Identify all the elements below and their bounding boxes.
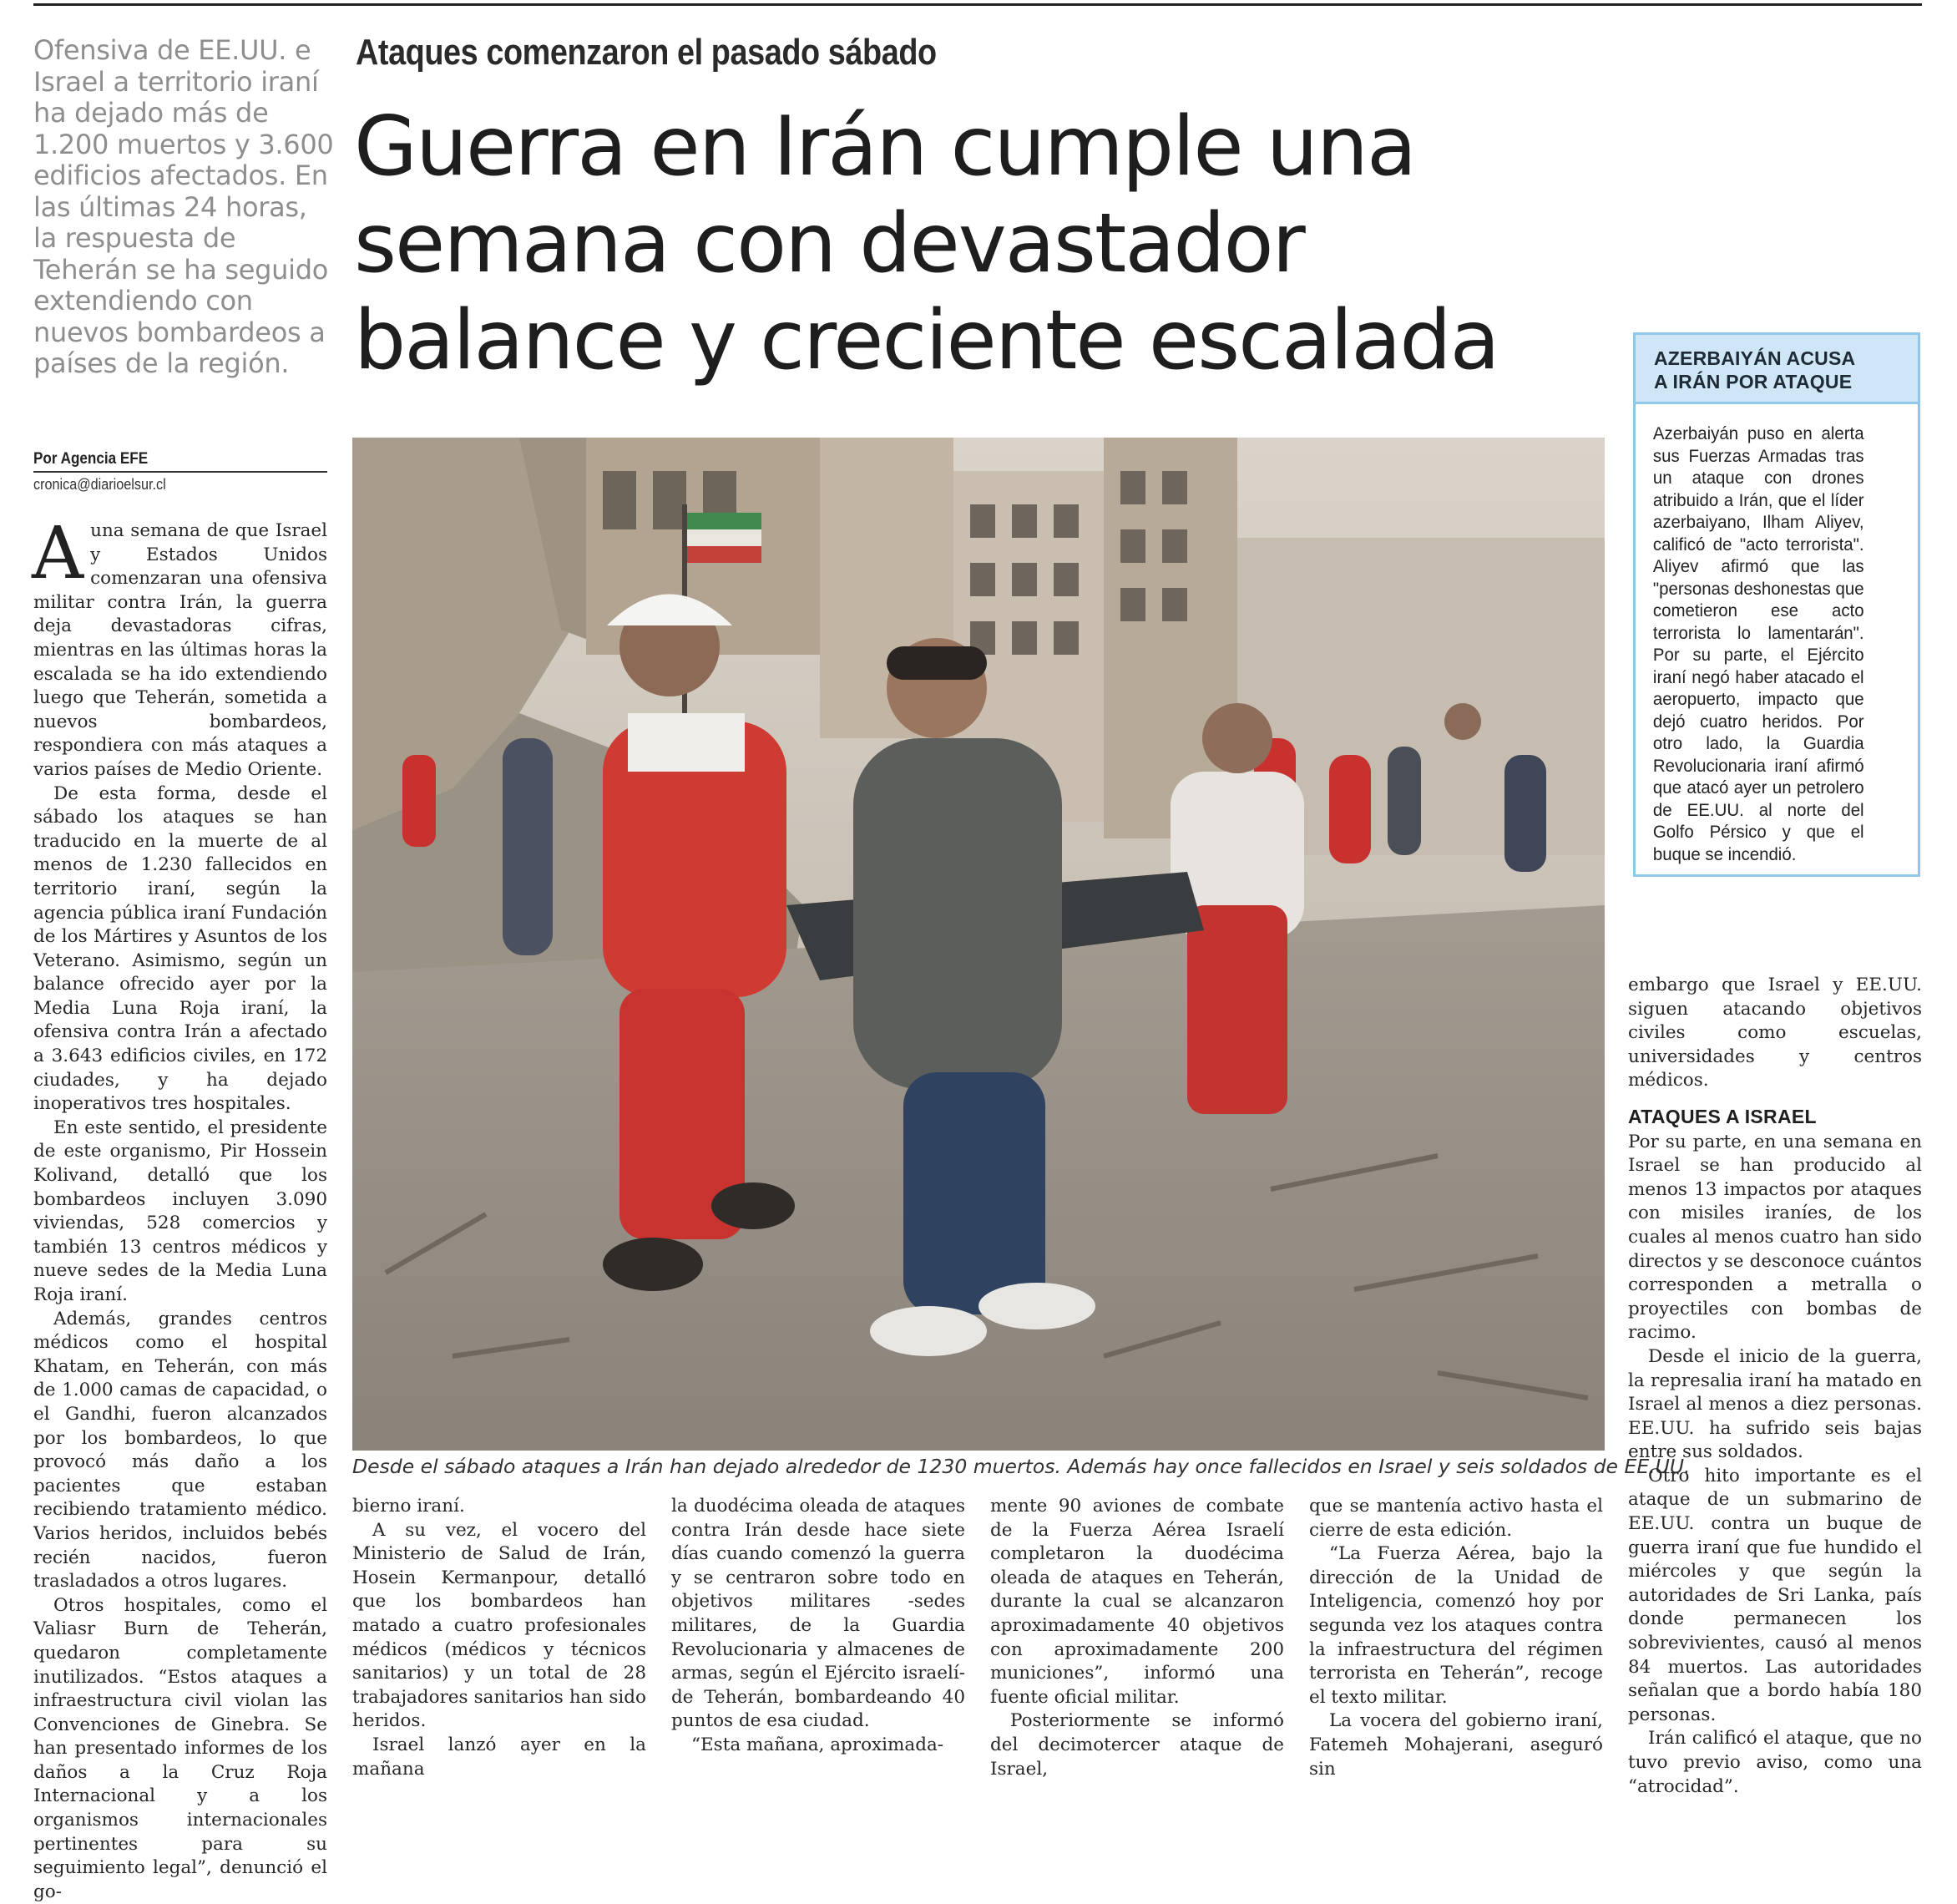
paragraph: “Esta mañana, aproximada- — [691, 1734, 944, 1755]
headline-line-1: Guerra en Irán cumple una — [354, 99, 1416, 195]
paragraph: Desde el inicio de la guerra, la represalia iraní ha matado en Israel al menos a diez personas. EE.UU. ha sufrido seis bajas entre sus soldados. — [1628, 1345, 1922, 1463]
paragraph: mente 90 aviones de combate de la Fuerza Aérea Israelí completaron la duodécima oleada de ataques en Teherán, durante la cual se alcanzaron aproximadamente 40 objetivos con aproximadamente 200 municiones”, informó una fuente oficial militar. — [990, 1496, 1284, 1708]
article-column-6 — [1628, 974, 1922, 1799]
article-column-1 — [32, 512, 327, 1904]
article-column-5 — [1309, 1495, 1603, 1781]
paragraph: Israel lanzó ayer en la mañana — [352, 1734, 646, 1780]
byline-author: Por Agencia EFE — [33, 450, 149, 468]
headline — [354, 99, 1640, 389]
paragraph: “La Fuerza Aérea, bajo la dirección de la Unidad de Inteligencia, comenzó hoy por segunda vez los ataques contra la infraestructura del régimen terrorista en Teherán”, recoge el texto militar. — [1309, 1543, 1603, 1708]
lede-summary: Ofensiva de EE.UU. e Israel a territorio iraní ha dejado más de 1.200 muertos y 3.600 edificios afectados. En las últimas 24 horas, la respuesta de Teherán se ha seguido extendiendo con nuevos bombardeos a países de la región. — [33, 34, 334, 379]
paragraph: embargo que Israel y EE.UU. siguen atacando objetivos civiles como escuelas, universidades y centros médicos. — [1628, 975, 1922, 1091]
paragraph: Irán calificó el ataque, que no tuvo previo aviso, como una “atrocidad”. — [1628, 1728, 1922, 1797]
byline-divider — [33, 471, 327, 473]
headline-line-2: semana con devastador — [354, 196, 1304, 291]
byline — [33, 449, 327, 494]
byline-email[interactable]: cronica@diarioelsur.cl — [33, 476, 166, 493]
paragraph: De esta forma, desde el sábado los ataques se han traducido en la muerte de al menos de 1.230 fallecidos en territorio iraní, según la agencia pública iraní Fundación de los Mártires y Asuntos de los Veterano. Asimismo, según un balance ofrecido ayer por la Media Luna Roja iraní, la ofensiva contra Irán a afectado a 3.643 edificios civiles, en 172 ciudades, y ha dejado inoperativos tres hospitales. — [33, 782, 327, 1115]
article-column-4 — [990, 1495, 1284, 1781]
paragraph: Otro hito importante es el ataque de un submarino de EE.UU. contra un buque de guerra iraní que fue hundido el miércoles y que según la autoridades de Sri Lanka, país donde permanecen los sobrevivientes, causó al menos 84 muertos. Las autoridades señalan que a bordo había 180 personas. — [1628, 1465, 1922, 1725]
drop-cap: A — [32, 512, 84, 595]
headline-line-3: balance y creciente escalada — [354, 293, 1499, 388]
paragraph: A su vez, el vocero del Ministerio de Salud de Irán, Hosein Kermanpour, detalló que los bombardeos han matado a cuatro profesionales médicos (médicos y técnicos sanitarios) y un total de 28 trabajadores sanitarios han sido heridos. — [352, 1519, 646, 1732]
sidebar-body: Azerbaiyán puso en alerta sus Fuerzas Armadas tras un ataque con drones atribuido a Irán, que el líder azerbaiyano, Ilham Aliyev, calificó de "acto terrorista". Aliyev afirmó que las "personas deshonestas que cometieron ese acto terrorista lo lamentarán". Por su parte, el Ejército iraní negó haber atacado el aeropuerto, impacto que dejó cuatro heridos. Por otro lado, la Guardia Revolucionaria iraní afirmó que atacó ayer un petrolero de EE.UU. al norte del Golfo Pérsico y que el buque se incendió. — [1652, 423, 1864, 864]
sidebar-title-line-1: AZERBAIYÁN ACUSA — [1654, 347, 1856, 369]
subheading: ATAQUES A ISRAEL — [1628, 1105, 1817, 1127]
top-rule — [33, 3, 1922, 6]
news-photo — [352, 438, 1605, 1451]
paragraph: que se mantenía activo hasta el cierre de esta edición. — [1309, 1496, 1603, 1541]
paragraph: Posteriormente se informó del decimotercer ataque de Israel, — [990, 1710, 1284, 1780]
paragraph-text: una semana de que Israel y Estados Unidos comenzaran una ofensiva militar contra Irán, la guerra deja devastadoras cifras, mientras en las últimas horas la escalada se ha ido extendiendo luego que Teherán, sometida a nuevos bombardeos, respondiera con más ataques a varios países de Medio Oriente. — [33, 520, 327, 780]
sidebar-box — [1633, 332, 1920, 877]
paragraph: Además, grandes centros médicos como el hospital Khatam, en Teherán, con más de 1.000 camas de capacidad, o el Gandhi, fueron alcanzados por los bombardeos, lo que provocó más daño a los pacientes que estaban recibiendo tratamiento médico. Varios heridos, incluidos bebés recién nacidos, fueron trasladados a otros lugares. — [33, 1308, 327, 1593]
paragraph: bierno iraní. — [352, 1496, 465, 1517]
paragraph — [32, 512, 327, 782]
sidebar-title — [1636, 335, 1918, 404]
photo-caption: Desde el sábado ataques a Irán han dejado alrededor de 1230 muertos. Además hay once fallecidos en Israel y seis soldados de EE.UU. — [352, 1455, 1691, 1478]
article-column-3 — [671, 1495, 965, 1758]
paragraph: la duodécima oleada de ataques contra Irán desde hace siete días cuando comenzó la guerra y se centraron sobre todo en objetivos militares -sedes militares, de la Guardia Revolucionaria y almacenes de armas, según el Ejército israelí- de Teherán, bombardeando 40 puntos de esa ciudad. — [671, 1496, 965, 1732]
rescue-scene-illustration — [352, 438, 1605, 1451]
paragraph: La vocera del gobierno iraní, Fatemeh Mohajerani, aseguró sin — [1309, 1710, 1603, 1780]
paragraph: En este sentido, el presidente de este organismo, Pir Hossein Kolivand, detalló que los bombardeos incluyen 3.090 viviendas, 528 comercios y también 13 centros médicos y nueve sedes de la Media Luna Roja iraní. — [33, 1117, 327, 1305]
kicker: Ataques comenzaron el pasado sábado — [356, 32, 937, 73]
paragraph: Otros hospitales, como el Valiasr Burn de Teherán, quedaron completamente inutilizados. “Estos ataques a infraestructura civil violan las Convenciones de Ginebra. Se han presentado informes de los daños a la Cruz Roja Internacional y a los organismos internacionales pertinentes para su seguimiento legal”, denunció el go- — [33, 1594, 327, 1902]
article-column-2 — [352, 1495, 646, 1781]
paragraph: Por su parte, en una semana en Israel se han producido al menos 13 impactos por ataques con misiles iraníes, de los cuales al menos cuatro han sido directos y se desconoce cuántos corresponden a metralla o proyectiles con bombas de racimo. — [1628, 1131, 1922, 1344]
sidebar-title-line-2: A IRÁN POR ATAQUE — [1654, 371, 1853, 392]
